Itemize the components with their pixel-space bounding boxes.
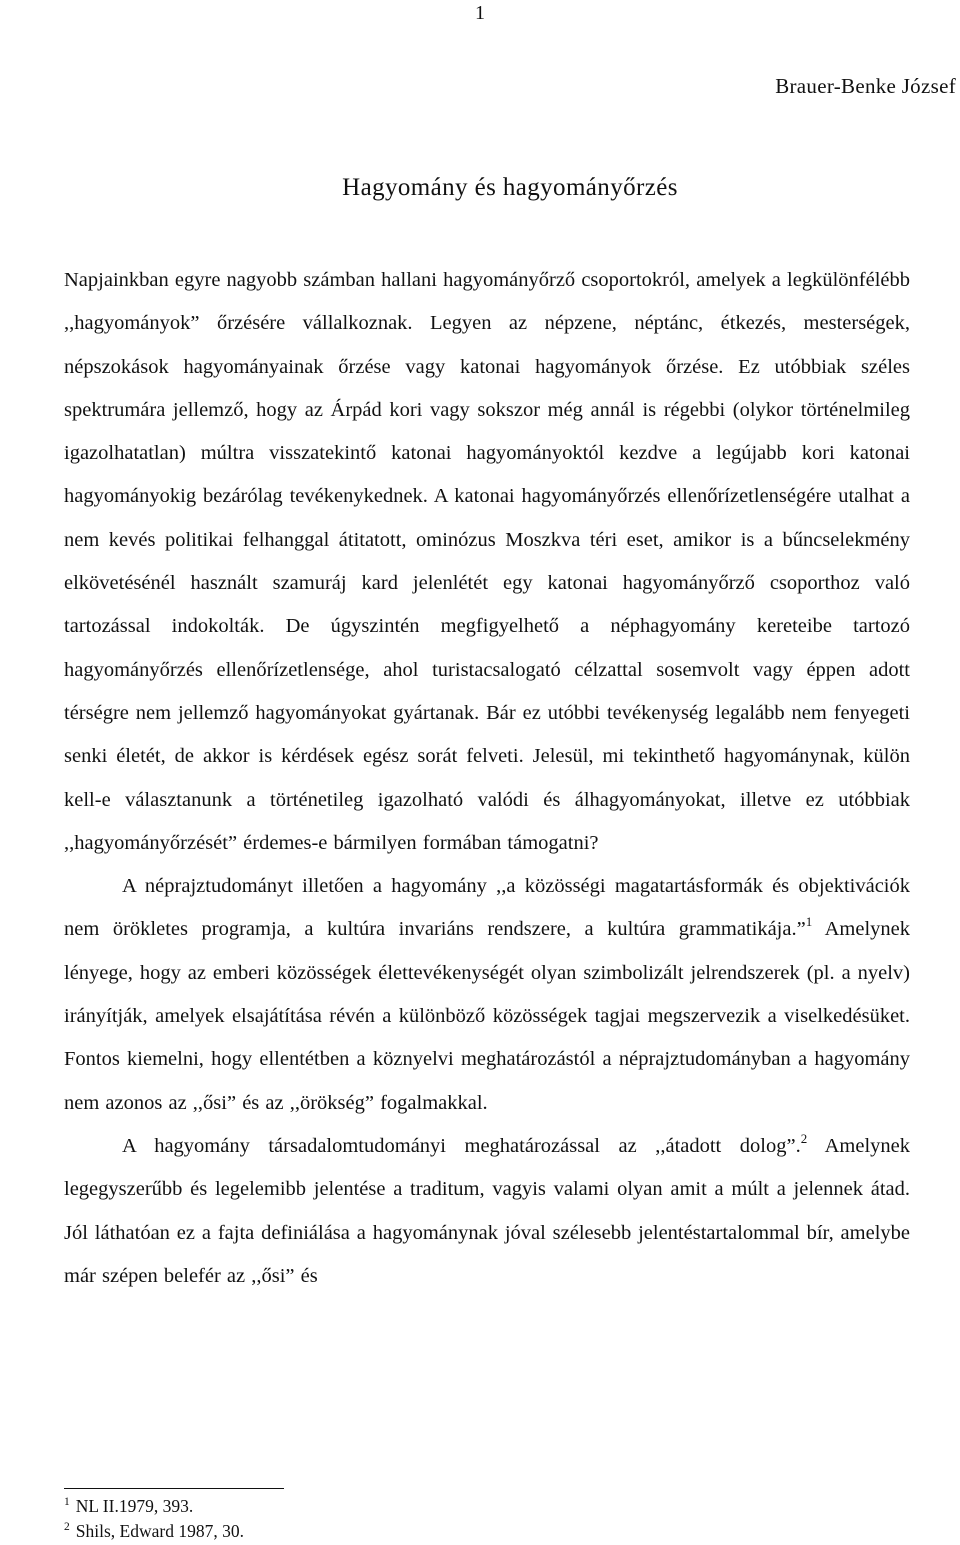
paragraph-3-text-a: A hagyomány társadalomtudományi meghatározással az ,,átadott dolog”. (122, 1134, 801, 1157)
footnote-text: NL II.1979, 393. (75, 1496, 194, 1516)
document-title: Hagyomány és hagyományőrzés (342, 174, 678, 201)
paragraph-2-text-b: Amelynek lényege, hogy az emberi közösségek élettevékenységét olyan szimbolizált jelrendszerek (pl. a nyelv) irányítják, amelyek elsajátítása révén a különböző közösségek tagjai megszervezik a viselkedésüket. Fontos kiemelni, hogy ellentétben a köznyelvi meghatározástól a néprajztudományban a hagyomány nem azonos az ,,ősi” és az ,,örökség” fogalmakkal. (64, 918, 911, 1114)
paragraph-2 (64, 865, 910, 1125)
footnote-2 (64, 1519, 244, 1544)
author-name: Brauer-Benke József (775, 74, 956, 98)
footnote-number: 2 (64, 1521, 70, 1533)
footnote-reference-2[interactable]: 2 (800, 1130, 808, 1146)
footnotes (64, 1494, 244, 1544)
paragraph-1: Napjainkban egyre nagyobb számban hallani hagyományőrző csoportokról, amelyek a legkülönfélébb ,,hagyományok” őrzésére vállalkoznak. Legyen az népzene, néptánc, étkezés, mesterségek, népszokások hagyományainak őrzése vagy katonai hagyományok őrzése. Ez utóbbiak széles spektrumára jellemző, hogy az Árpád kori vagy sokszor még annál is régebbi (olykor történelmileg igazolhatatlan) múltra visszatekintő katonai hagyományoktól kezdve a legújabb kori katonai hagyományokig bezárólag tevékenykednek. A katonai hagyományőrzés ellenőrízetlenségére utalhat a nem kevés politikai felhanggal átitatott, ominózus Moszkva téri eset, amikor is a bűncselekmény elkövetésénél használt szamuráj kard jelenlétét egy katonai hagyományőrző csoporthoz való tartozással indokolták. De úgyszintén megfigyelhető a néphagyomány kereteibe tartozó hagyományőrzés ellenőrízetlensége, ahol turistacsalogató célzattal sosemvolt vagy éppen adott térségre nem jellemző hagyományokat gyártanak. Bár ez utóbbi tevékenység legalább nem fenyegeti senki életét, de akkor is kérdések egész sorát felveti. Jelesül, mi tekinthető hagyománynak, külön kell-e választanunk a történetileg igazolható valódi és álhagyományokat, illetve ez utóbbiak ,,hagyományőrzését” érdemes-e bármilyen formában támogatni? (64, 269, 910, 854)
paragraph-3-text-b: Amelynek legegyszerűbb és legelemibb jelentése a traditum, vagyis valami olyan amit a múlt a jelennek átad. Jól láthatóan ez a fajta definiálása a hagyománynak jóval szélesebb jelentéstartalommal bír, amelybe már szépen belefér az ,,ősi” és (64, 1134, 910, 1287)
footnote-reference-1[interactable]: 1 (805, 914, 813, 930)
footnote-1 (64, 1494, 244, 1519)
footnote-number: 1 (64, 1496, 70, 1508)
paragraph-2-text-a: A néprajztudományt illetően a hagyomány ,,a közösségi magatartásformák és objektivációk nem örökletes programja, a kultúra invariáns rendszere, a kultúra grammatikája.” (64, 875, 910, 941)
paragraph-3 (64, 1125, 910, 1298)
page-number: 1 (475, 2, 485, 24)
body-text (64, 259, 910, 1298)
footnote-text: Shils, Edward 1987, 30. (75, 1521, 244, 1541)
footnote-divider (64, 1488, 284, 1489)
